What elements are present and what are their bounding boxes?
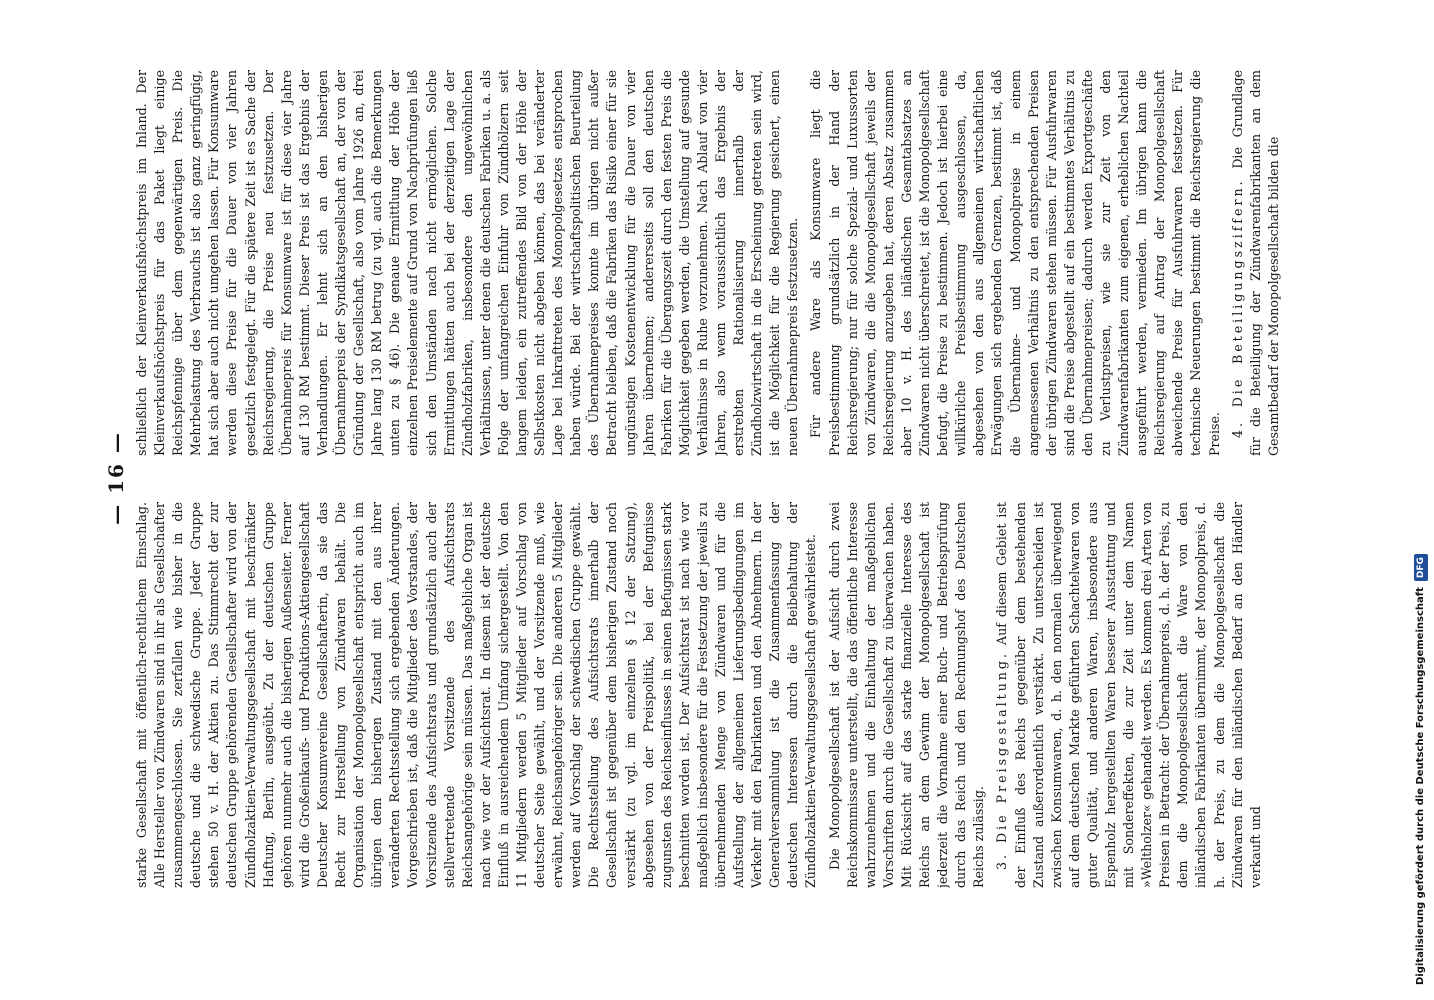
section-text-beteiligungsziffern: Die Grundlage für die Beteiligung der Zündwarenfabrikanten an dem Gesamtbedarf der Monopolgesellschaft bilden die: [1229, 70, 1281, 456]
page-number: — 16 —: [104, 431, 128, 525]
digitization-credit: [1412, 5, 1430, 985]
section-heading-preisgestaltung: 3. Die Preisgestaltung.: [994, 651, 1010, 870]
section-text-preisgestaltung: Auf diesem Gebiet ist der Einfluß des Reichs gegenüber dem bestehenden Zustand außerordentlich verstärkt. Zu unterscheiden ist zwischen Konsumwaren, d. h. den normalen überwiegend auf dem deutschen Markte geführten Schachtelwaren von guter Qualität, und anderen Waren, insbesondere aus Espenholz hergestellten Waren besserer Ausstattung und mit Sondereffekten, die zur Zeit unter dem Namen »Weltholzer« gehandelt werden. Es kommen drei Arten von Preisen in Betracht: der Übernahmepreis, d. h. der Preis, zu dem die Monopolgesellschaft die Ware von den inländischen Fabrikanten übernimmt, der Monopolpreis, d. h. der Preis, zu dem die Monopolgesellschaft die Zündwaren für den inländischen Bedarf an den Händler verkauft und: [994, 502, 1263, 888]
paragraph-andere-ware: Für andere Ware als Konsumware liegt die Preisbestimmung grundsätzlich in der Hand der Reichsregierung; nur für solche Spezial- und Luxussorten von Zündwaren, die die Monopolgesellschaft jeweils der Reichsregierung anzugeben hat, deren Absatz zusammen aber 10 v. H. des inländischen Gesamtabsatzes an Zündwaren nicht überschreitet, ist die Monopolgesellschaft befugt, die Preise zu bestimmen. Jedoch ist hierbei eine willkürliche Preisbestimmung ausgeschlossen, da, abgesehen von den aus allgemeinen wirtschaftlichen Erwägungen sich ergebenden Grenzen, bestimmt ist, daß die Übernahme- und Monopolpreise in einem angemessenen Verhältnis zu den entsprechenden Preisen der übrigen Zündwaren stehen müssen. Für Ausfuhrwaren sind die Preise abgestellt auf ein bestimmtes Verhältnis zu den Übernahmepreisen; dadurch werden Exportgeschäfte zu Verlustpreisen, wie sie zur Zeit von den Zündwarenfabrikanten zum eigenen, erheblichen Nachteil ausgeführt werden, vermieden. Im übrigen kann die Reichsregierung auf Antrag der Monopolgesellschaft abweichende Preise für Ausfuhrwaren festsetzen. Für technische Neuerungen bestimmt die Reichsregierung die Preise.: [808, 70, 1222, 456]
left-column: [133, 502, 1283, 888]
paragraph-preisgestaltung: [993, 502, 1264, 888]
paragraph-beteiligungsziffern: [1229, 70, 1283, 456]
rotated-text-frame: [103, 68, 1288, 888]
paragraph-monopolgesellschaft-organisation: starke Gesellschaft mit öffentlich-rechtlichem Einschlag. Alle Hersteller von Zündwaren sind in ihr als Gesellschafter zusammengeschlossen. Sie zerfallen wie bisher in die deutsche und die schwedische Gruppe. Jeder Gruppe stehen 50 v. H. der Aktien zu. Das Stimmrecht der zur deutschen Gruppe gehörenden Gesellschafter wird von der Zündholzaktien-Verwaltungsgesellschaft mit beschränkter Haftung, Berlin, ausgeübt. Zu der deutschen Gruppe gehören nunmehr auch die bisherigen Außenseiter. Ferner wird die Großeinkaufs- und Produktions-Aktiengesellschaft Deutscher Konsumvereine Gesellschafterin, da sie das Recht zur Herstellung von Zündwaren behält. Die Organisation der Monopolgesellschaft entspricht auch im übrigen dem bisherigen Zustand mit den aus ihrer veränderten Rechtsstellung sich ergebenden Änderungen. Vorgeschrieben ist, daß die Mitglieder des Vorstandes, der Vorsitzende des Aufsichtsrats und grundsätzlich auch der stellvertretende Vorsitzende des Aufsichtsrats Reichsangehörige sein müssen. Das maßgebliche Organ ist nach wie vor der Aufsichtsrat. In diesem ist der deutsche Einfluß in ausreichendem Umfang sichergestellt. Von den 11 Mitgliedern werden 5 Mitglieder auf Vorschlag von deutscher Seite gewählt, und der Vorsitzende muß, wie erwähnt, Reichsangehöriger sein. Die anderen 5 Mitglieder werden auf Vorschlag der schwedischen Gruppe gewählt. Die Rechtsstellung des Aufsichtsrats innerhalb der Gesellschaft ist gegenüber dem bisherigen Zustand noch verstärkt (zu vgl. im einzelnen § 12 der Satzung), abgesehen von der Preispolitik, bei der Befugnisse zugunsten des Reichseinflusses in seinen Befugnissen stark beschnitten worden ist. Der Aufsichtsrat ist nach wie vor maßgeblich insbesondere für die Festsetzung der jeweils zu übernehmenden Menge von Zündwaren und für die Aufstellung der allgemeinen Lieferungsbedingungen im Verkehr mit den Fabrikanten und den Abnehmern. In der Generalversammlung ist die Zusammenfassung der deutschen Interessen durch die Beibehaltung der Zündholzaktien-Verwaltungsgesellschaft gewährleistet.: [134, 502, 819, 888]
dfg-logo: DFG: [1414, 554, 1428, 581]
section-heading-beteiligungsziffern: 4. Die Beteiligungsziffern.: [1229, 178, 1245, 438]
paragraph-reichskommissare: Die Monopolgesellschaft ist der Aufsicht durch zwei Reichskommissare unterstellt, die das öffentliche Interesse wahrzunehmen und die Einhaltung der maßgeblichen Vorschriften durch die Gesellschaft zu überwachen haben. Mit Rücksicht auf das starke finanzielle Interesse des Reichs an dem Gewinn der Monopolgesellschaft ist jederzeit die Vornahme einer Buch- und Betriebsprüfung durch das Reich und den Rechnungshof des Deutschen Reichs zulässig.: [826, 502, 987, 888]
digitization-credit-text: Digitalisierung gefördert durch die Deutsche Forschungsgemeinschaft: [1415, 587, 1426, 985]
paragraph-kleinverkaufspreis: schließlich der Kleinverkaufshöchstpreis im Inland. Der Kleinverkaufshöchstpreis für das Paket liegt einige Reichspfennige über dem gegenwärtigen Preis. Die Mehrbelastung des Verbrauchs ist also ganz geringfügig, hat sich aber auch nicht umgehen lassen. Für Konsumware werden diese Preise für die Dauer von vier Jahren gesetzlich festgelegt. Für die spätere Zeit ist es Sache der Reichsregierung, die Preise neu festzusetzen. Der Übernahmepreis für Konsumware ist für diese vier Jahre auf 130 RM bestimmt. Dieser Preis ist das Ergebnis der Verhandlungen. Er lehnt sich an den bisherigen Übernahmepreis der Syndikatsgesellschaft an, der von der Gründung der Gesellschaft, also vom Jahre 1926 an, drei Jahre lang 130 RM betrug (zu vgl. auch die Bemerkungen unten zu § 46). Die genaue Ermittlung der Höhe der einzelnen Preiselemente auf Grund von Nachprüfungen ließ sich den Umständen nach nicht ermöglichen. Solche Ermittlungen hätten auch bei der derzeitigen Lage der Zündholzfabriken, insbesondere den ungewöhnlichen Verhältnissen, unter denen die deutschen Fabriken u. a. als Folge der umfangreichen Einfuhr von Zündhölzern seit langem leiden, ein zutreffendes Bild von der Höhe der Selbstkosten nicht abgeben können, das bei veränderter Lage bei Inkrafttreten des Monopolgesetzes entsprochen haben würde. Bei der wirtschaftspolitischen Beurteilung des Übernahmepreises konnte im übrigen nicht außer Betracht bleiben, daß die Fabriken das Risiko einer für sie ungünstigen Kostenentwicklung für die Dauer von vier Jahren übernehmen; andererseits soll den deutschen Fabriken für die Übergangszeit durch den festen Preis die Möglichkeit gegeben werden, die Umstellung auf gesunde Verhältnisse in Ruhe vorzunehmen. Nach Ablauf von vier Jahren, also wenn voraussichtlich das Ergebnis der erstrebten Rationalisierung innerhalb der Zündholzwirtschaft in die Erscheinung getreten sein wird, ist die Möglichkeit für die Regierung gesichert, einen neuen Übernahmepreis festzusetzen.: [134, 70, 801, 456]
right-column: [133, 70, 1283, 456]
